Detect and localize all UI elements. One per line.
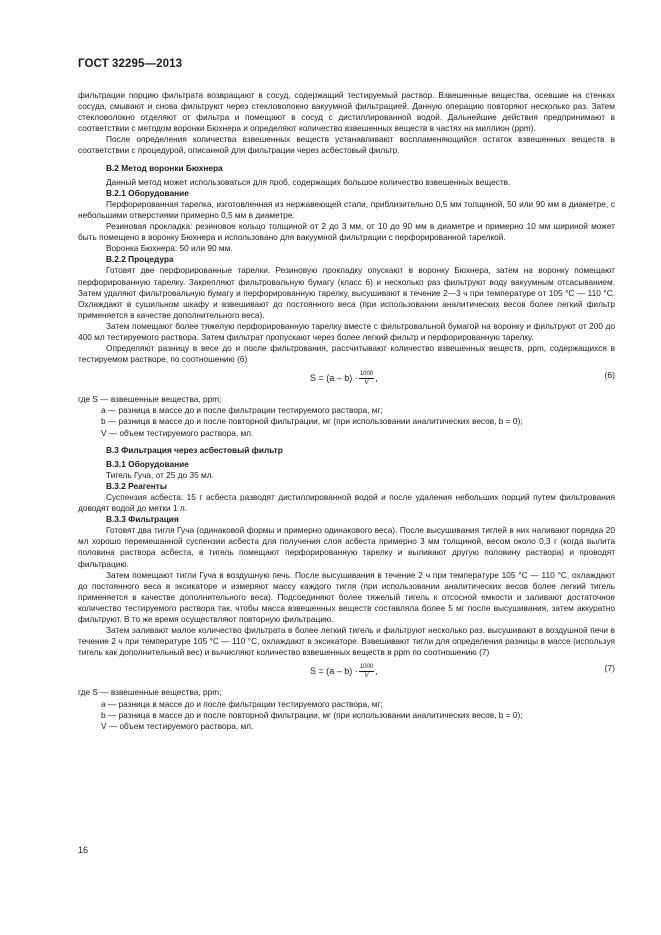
paragraph: Готовят две перфорированные тарелки. Резиновую прокладку опускают в воронку Бюхнера, затем на воронку помещают перфорированную тарелку. Закрепляют фильтровальную бумагу (класс 6) и несколько раз фильтруют воду вакуумным отсасыванием. Затем удаляют фильтровальную бумагу и перфорированную тарелку, высушивают в течение 2—3 ч при температуре от 105 °С — 110 °С. Охлаждают в сушильном шкафу и взвешивают до постоянного веса (при использовании аналитических весов более легкий фильтр применяется в качестве дополнительного веса). (78, 265, 615, 320)
formula-expression (310, 663, 378, 680)
formula-denominator: V (364, 673, 369, 680)
subsection-heading-b3-1: В.3.1 Оборудование (106, 458, 189, 469)
formula-tail: , (375, 373, 378, 384)
formula-fraction (359, 370, 374, 387)
subsection-heading-b3-2: В.3.2 Реагенты (106, 480, 167, 491)
formula-lhs: S = (a – b) · (310, 373, 358, 384)
equation-number: (6) (604, 370, 615, 381)
page-number: 16 (78, 845, 89, 855)
subsection-heading-b2-1: В.2.1 Оборудование (106, 187, 189, 198)
paragraph: Готовят два тигля Гуча (одинаковой формы и примерно одинакового веса). После высушивания тиглей в них наливают порядка 20 мл хорошо перемешанной суспензии асбеста для получения слоя асбеста примерно 3 мм толщиной, весом около 0,3 г (когда вылита половина раствора асбеста, в тигель помещают перфорированную тарелку и выливают другую половину раствора) и проводят фильтрацию. (78, 525, 615, 569)
paragraph: Перфорированная тарелка, изготовленная из нержавеющей стали, приблизительно 0,5 мм толщиной, 50 или 90 мм в диаметре, с небольшими отверстиями примерно 0,5 мм в диаметре. (78, 198, 615, 220)
document-header: ГОСТ 32295—2013 (78, 58, 183, 70)
section-heading-b2: В.2 Метод воронки Бюхнера (106, 162, 223, 173)
legend-line: a — разница в массе до и после фильтрации тестируемого раствора, мг; (101, 698, 383, 709)
paragraph: Суспензия асбеста: 15 г асбеста разводят дистиллированной водой и после удаления небольших порций путем фильтрования доводят водой до метки 1 л. (78, 492, 615, 514)
document-body (78, 90, 615, 732)
paragraph: Затем помещают тигли Гуча в воздушную печь. После высушивания в течение 2 ч при температуре 105 °С — 110 °С, охлаждают до постоянного веса в эксикаторе и измеряют массу каждого тигля (при использовании аналитических весов более легкий тигель применяется в качестве дополнительного веса). Подсоединяют более тяжелый тигель к отсосной емкости и заливают достаточное количество тестируемого раствора так, чтобы масса взвешенных веществ составляла более 5 мг после высушивания, затем аккуратно фильтруют. В то же время осуществляют повторную фильтрацию. (78, 569, 615, 625)
legend-line: V — объем тестируемого раствора, мл. (101, 427, 254, 438)
formula-lhs: S = (a – b) · (310, 666, 358, 677)
legend-line: где S — взвешенные вещества, ppm; (78, 687, 222, 698)
subsection-heading-b2-2: В.2.2 Процедура (106, 254, 174, 265)
paragraph: Данный метод может использоваться для проб, содержащих большое количество взвешенных веществ. (106, 176, 511, 187)
paragraph: Затем заливают малое количество фильтрата в более легкий тигель и фильтруют несколько раз, высушивают в воздушной печи в течение 2 ч при температуре 105 °С — 110 °С, охлаждают в эксикаторе. Взвешивают тигли для определения разницы в массе (используя тигель как дополнительный вес) и вычисляют количество взвешенных веществ в ppm по соотношению (7) (78, 625, 615, 658)
formula-6 (78, 367, 615, 393)
formula-fraction (359, 663, 374, 680)
subsection-heading-b3-3: В.3.3 Фильтрация (106, 514, 179, 525)
equation-number: (7) (604, 663, 615, 674)
paragraph: фильтрации порцию фильтрата возвращают в сосуд, содержащий тестируемый раствор. Взвешенные вещества, осевшие на стенках сосуда, смывают и снова фильтруют через стекловолокно вакуумной фильтрацией. Данную операцию повторяют несколько раз. Затем стекловолокно отделяют от фильтра и помещают в сосуд с дистиллированной водой. Дальнейшие действия предпринимают в соответствии с методом воронки Бюхнера и определяют количество взвешенных веществ в частях на миллион (ppm). (78, 90, 615, 134)
legend-line: где S — взвешенные вещества, ppm; (78, 394, 222, 405)
legend-line: V — объем тестируемого раствора, мл. (101, 720, 254, 731)
formula-numerator: 1000 (359, 371, 374, 378)
legend-line: b — разница в массе до и после повторной фильтрации, мг (при использовании аналитических весов, b = 0); (101, 416, 523, 427)
formula-7 (78, 660, 615, 686)
paragraph: Воронка Бюхнера: 50 или 90 мм. (106, 243, 233, 254)
formula-denominator: V (364, 380, 369, 387)
formula-tail: , (375, 666, 378, 677)
paragraph: После определения количества взвешенных веществ устанавливают воспламеняющийся остаток взвешенных веществ в соответствии с процедурой, описанной для фильтрации через асбестовый фильтр. (78, 134, 615, 156)
section-heading-b3: В.3 Фильтрация через асбестовый фильтр (106, 444, 283, 455)
formula-expression (310, 370, 378, 387)
paragraph: Затем помещают более тяжелую перфорированную тарелку вместе с фильтровальной бумагой на воронку и фильтруют от 200 до 400 мл тестируемого раствора. Затем фильтрат пропускают через более легкий фильтр и перфорированную тарелку. (78, 320, 615, 342)
paragraph: Определяют разницу в весе до и после фильтрования, рассчитывают количество взвешенных веществ, ppm, содержащихся в тестируемом растворе, по соотношению (6) (78, 343, 615, 365)
legend-line: a — разница в массе до и после фильтрации тестируемого раствора, мг; (101, 405, 383, 416)
formula-numerator: 1000 (359, 664, 374, 671)
paragraph: Тигель Гуча, от 25 до 35 мл. (106, 469, 214, 480)
legend-line: b — разница в массе до и после повторной фильтрации, мг (при использовании аналитических весов, b = 0); (101, 709, 523, 720)
paragraph: Резиновая прокладка: резиновое кольцо толщиной от 2 до 3 мм, от 10 до 90 мм в диаметре и примерно 10 мм шириной может быть помещено в воронку Бюхнера и использовано для вакуумной фильтрации с перфорированной тарелкой. (78, 221, 615, 243)
